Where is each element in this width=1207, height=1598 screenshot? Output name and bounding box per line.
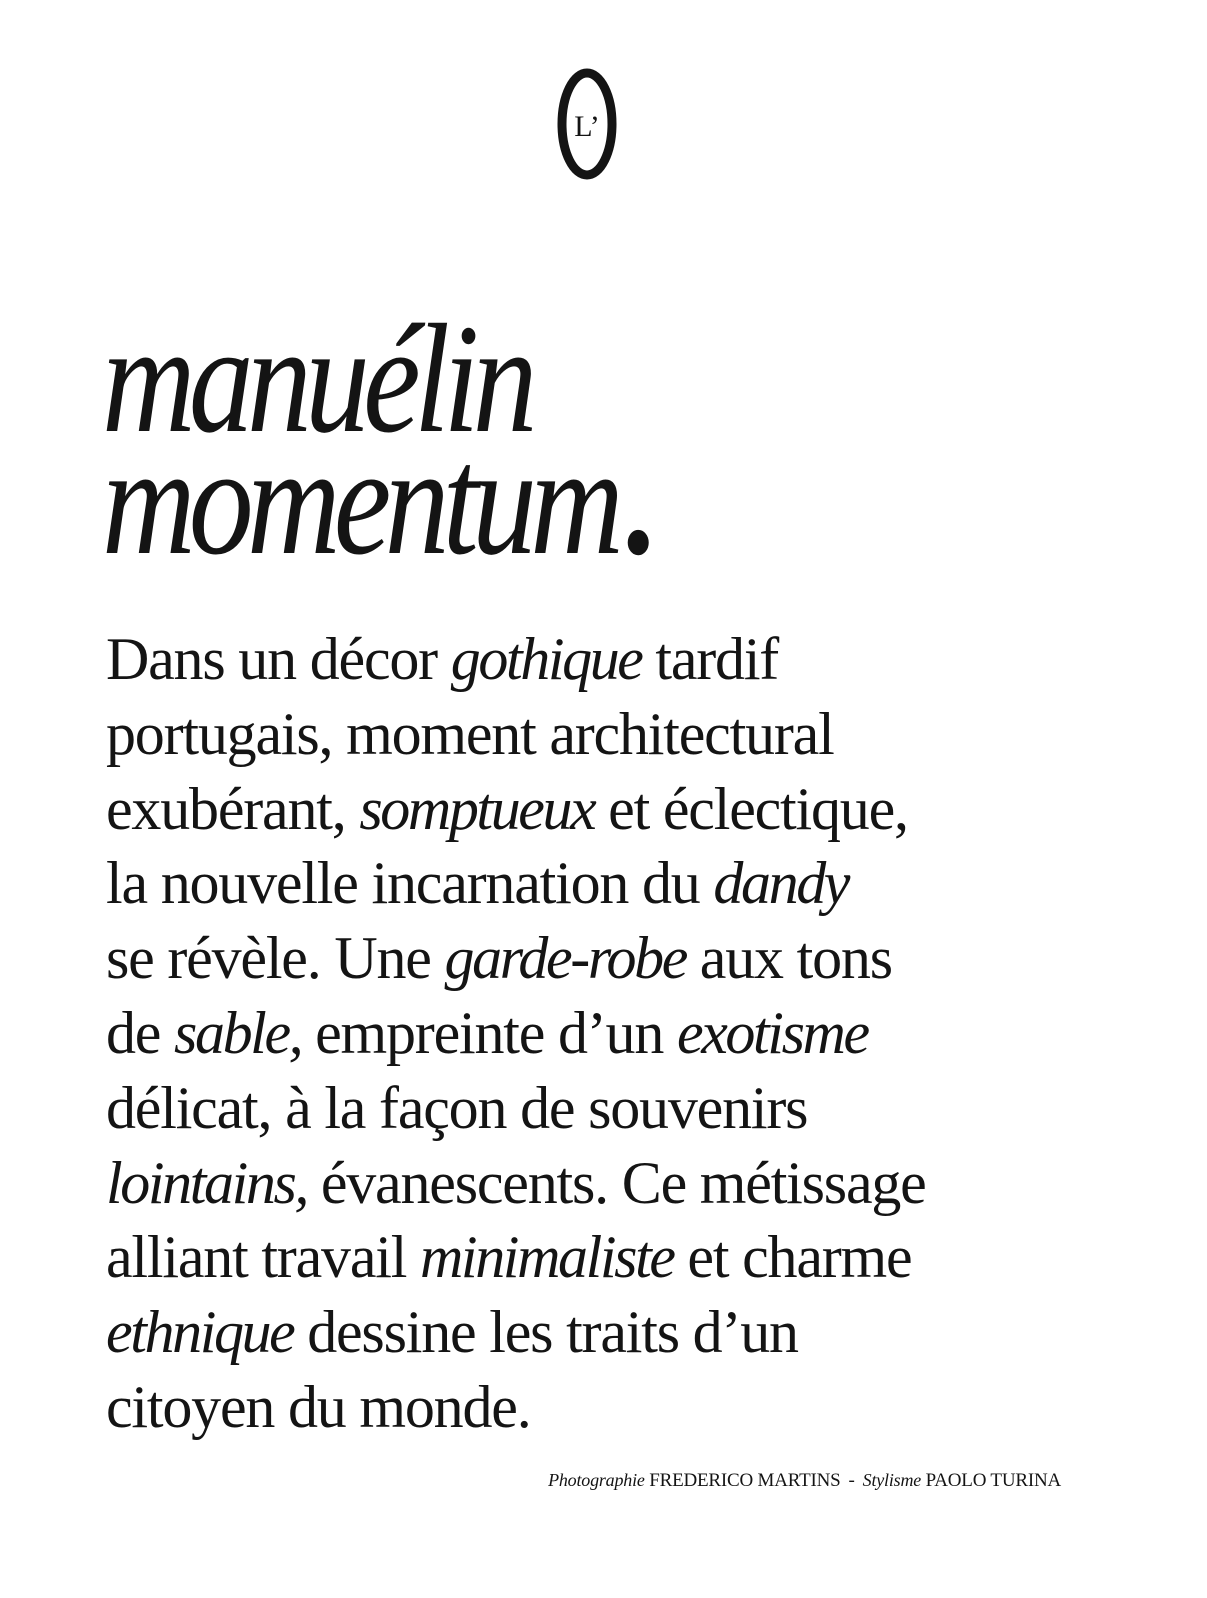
body-line-3 — [106, 772, 1106, 847]
body-text: empreinte d’un — [301, 999, 677, 1066]
body-text: portugais, moment architectural — [106, 700, 834, 767]
body-line-4 — [106, 846, 1106, 921]
body-text: et charme — [673, 1224, 912, 1291]
body-line-10 — [106, 1295, 1106, 1370]
credits-separator: - — [848, 1470, 855, 1491]
logo-inner-letters: L’ — [574, 110, 600, 143]
body-italic: sable, — [174, 999, 302, 1066]
body-line-6 — [106, 996, 1106, 1071]
body-line-7 — [106, 1071, 1106, 1146]
body-text: de — [106, 999, 175, 1066]
body-line-1 — [106, 622, 1106, 697]
body-text: évanescents. Ce métissage — [307, 1149, 926, 1216]
body-italic: exotisme — [676, 999, 868, 1066]
title-line-2 — [102, 414, 655, 587]
photo-credits — [548, 1470, 1061, 1492]
body-italic: minimaliste — [420, 1224, 674, 1291]
body-line-8 — [106, 1146, 1106, 1221]
style-label: Stylisme — [862, 1470, 922, 1490]
body-line-5 — [106, 921, 1106, 996]
title-period: . — [622, 414, 655, 587]
photo-label: Photographie — [548, 1470, 645, 1490]
body-text: se révèle. Une — [106, 925, 445, 992]
article-body — [106, 622, 1106, 1445]
body-text: et éclectique, — [594, 775, 908, 842]
body-text: délicat, à la façon de souvenirs — [106, 1074, 808, 1141]
body-line-9 — [106, 1220, 1106, 1295]
body-text: tardif — [641, 626, 779, 692]
article-title — [102, 292, 655, 587]
body-text: citoyen du monde. — [106, 1373, 531, 1440]
title-line-1: manuélin — [102, 292, 531, 465]
body-line-2 — [106, 697, 1106, 772]
body-italic: garde-robe — [444, 925, 686, 992]
body-italic: gothique — [450, 626, 642, 692]
body-text: exubérant, — [106, 775, 360, 842]
body-italic: somptueux — [359, 775, 595, 842]
logo-mark — [556, 66, 618, 182]
body-italic: dandy — [713, 850, 849, 917]
body-text: Dans un décor — [106, 626, 451, 692]
title-line-2-text: momentum — [102, 414, 618, 587]
body-italic: ethnique — [106, 1299, 294, 1366]
photographer-name: FREDERICO MARTINS — [649, 1470, 841, 1491]
magazine-logo — [556, 66, 618, 182]
stylist-name: PAOLO TURINA — [925, 1470, 1061, 1491]
body-italic: lointains, — [106, 1149, 308, 1216]
body-line-11 — [106, 1370, 1106, 1445]
body-text: alliant travail — [106, 1224, 420, 1291]
body-text: la nouvelle incarnation du — [106, 850, 714, 917]
body-text: aux tons — [686, 925, 892, 992]
body-text: dessine les traits d’un — [293, 1299, 798, 1366]
